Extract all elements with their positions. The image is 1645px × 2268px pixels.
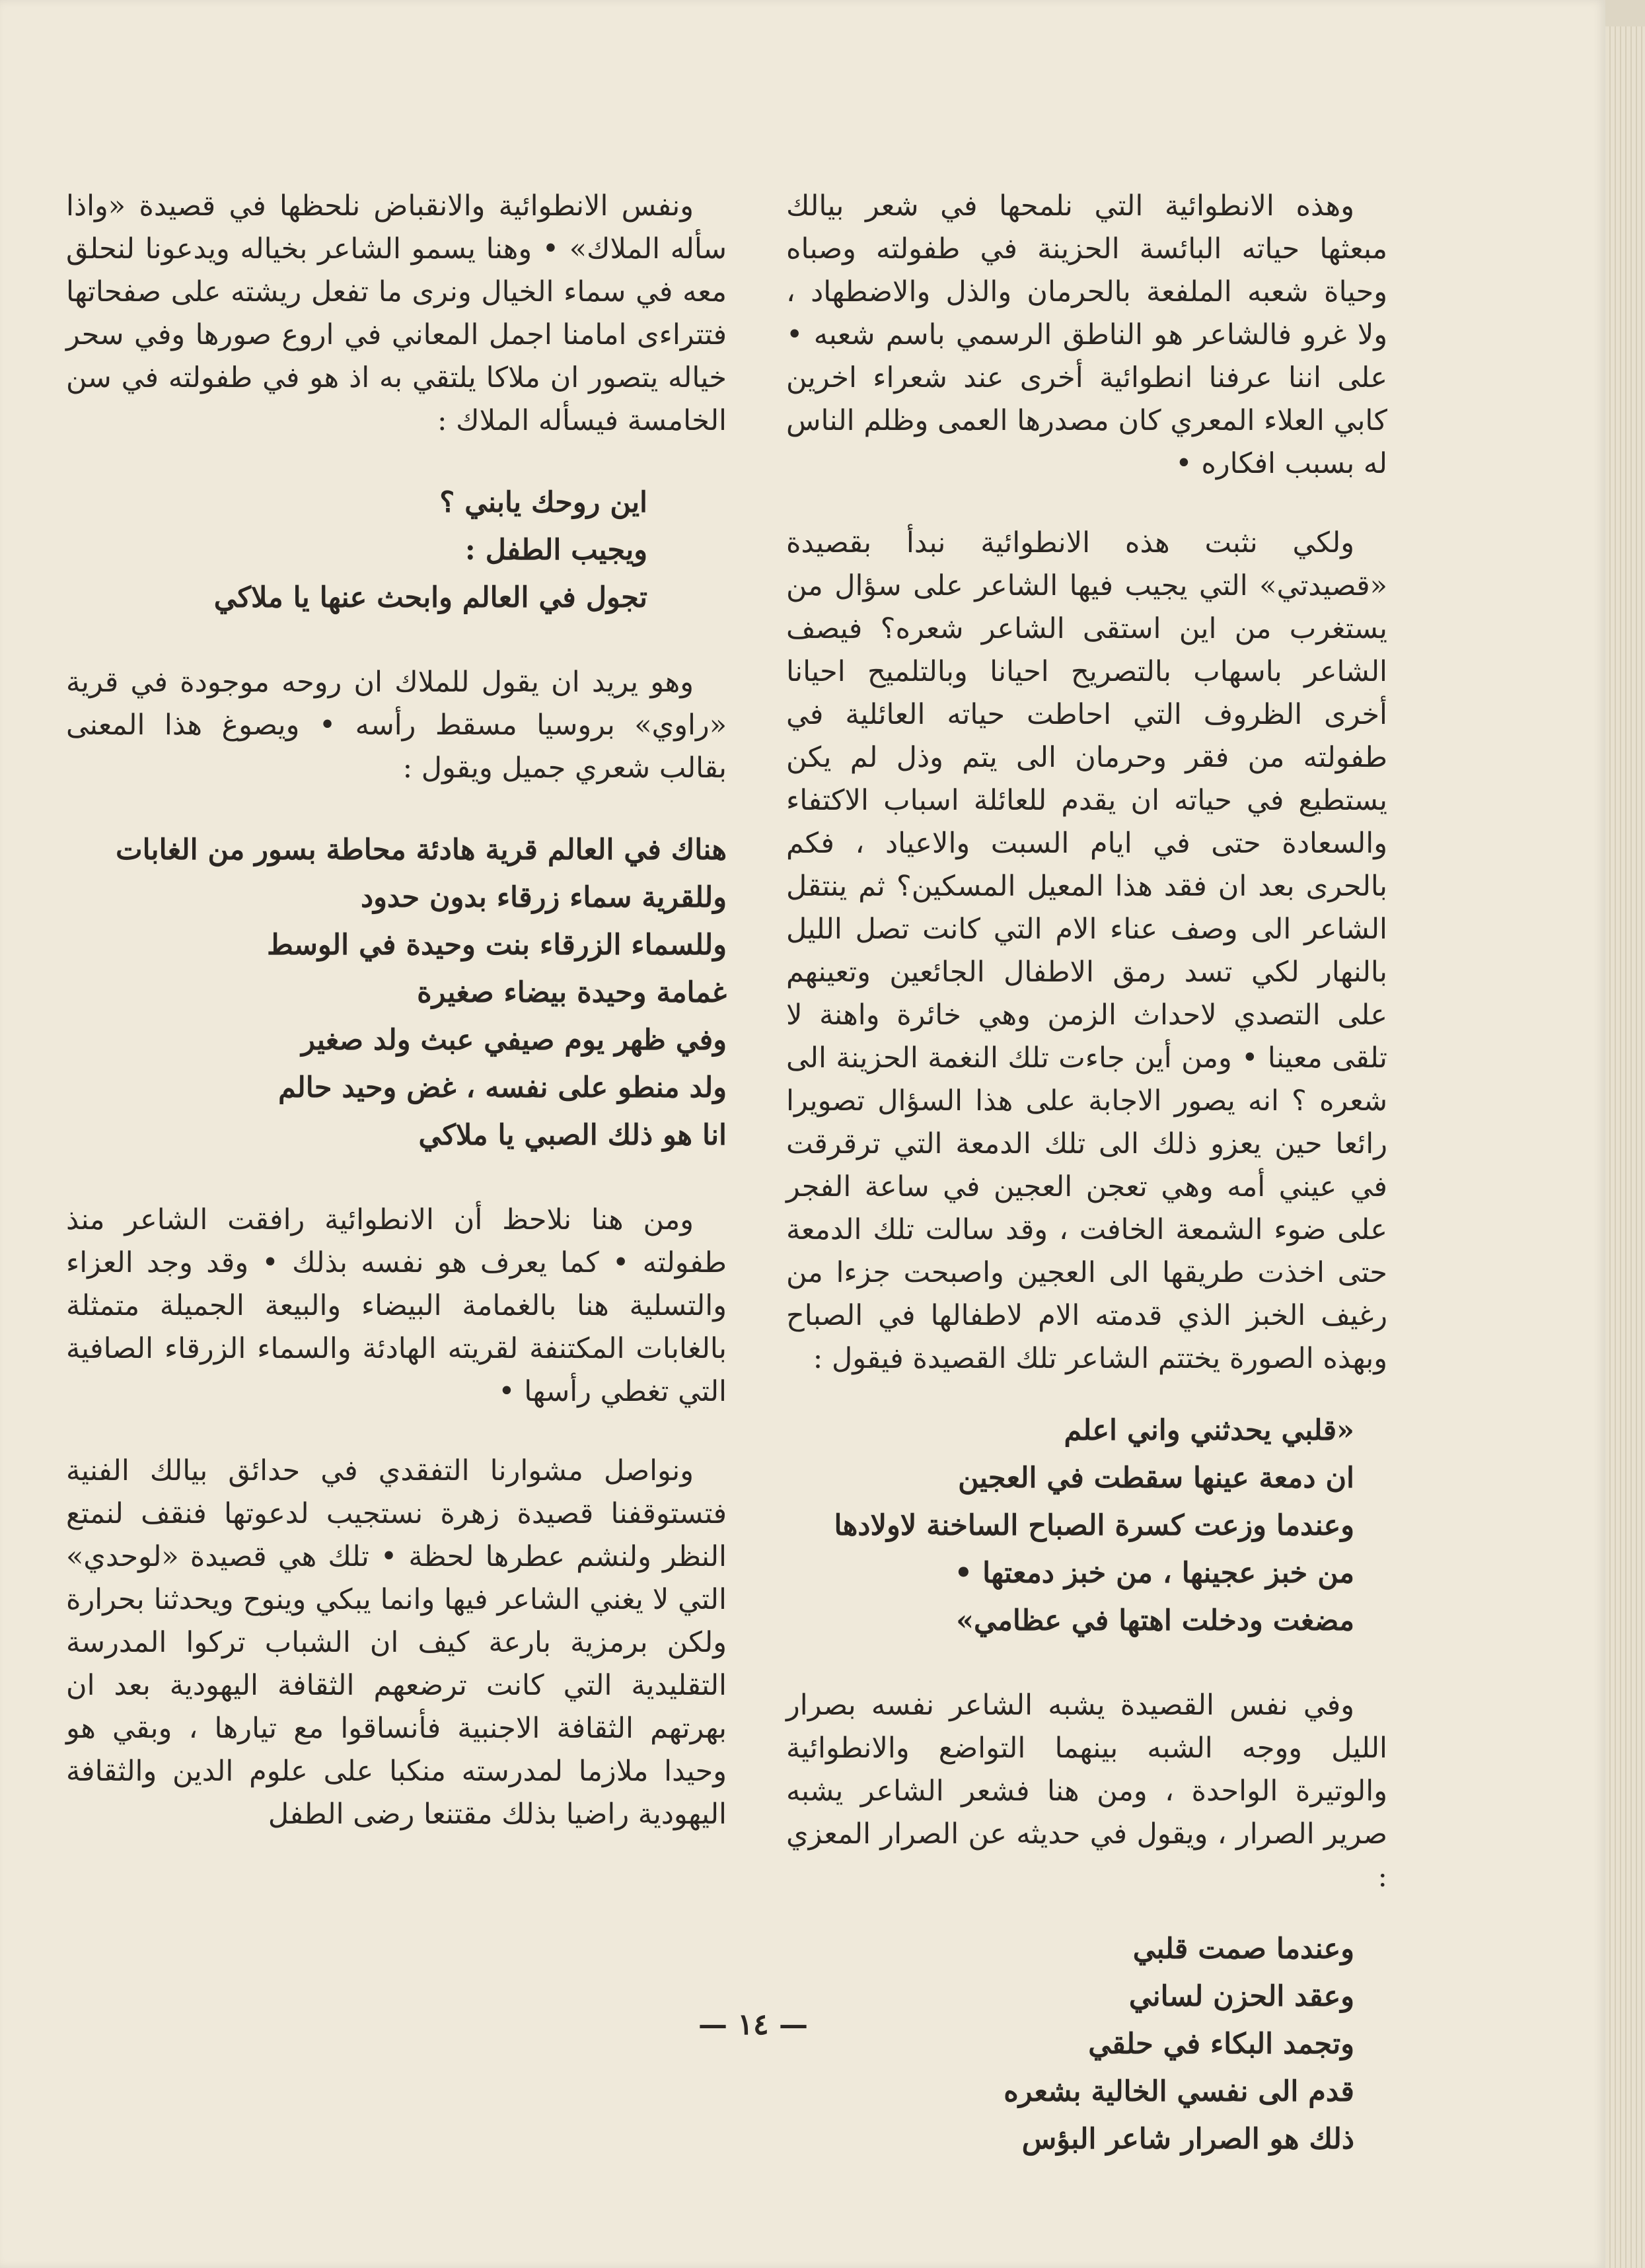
paragraph: وفي نفس القصيدة يشبه الشاعر نفسه بصرار الليل ووجه الشبه بينهما التواضع والانطوائية والوتيرة الواحدة ، ومن هنا فشعر الشاعر يشبه صرير الصرار ، ويقول في حديثه عن الصرار المعزي : <box>786 1689 1387 1894</box>
poem-line: وعندما صمت قلبي <box>1132 1932 1354 1966</box>
poem-line: هناك في العالم قرية هادئة محاطة بسور من الغابات <box>116 833 727 867</box>
poem-line: غمامة وحيدة بيضاء صغيرة <box>417 976 727 1009</box>
poem-stanza <box>66 479 727 621</box>
poem-line: ذلك هو الصرار شاعر البؤس <box>1021 2123 1354 2156</box>
paragraph: وهو يريد ان يقول للملاك ان روحه موجودة في قرية «راوي» بروسيا مسقط رأسه • ويصوغ هذا المعنى بقالب شعري جميل ويقول : <box>66 666 727 785</box>
poem-stanza <box>66 826 727 1159</box>
poem-line: «قلبي يحدثني واني اعلم <box>1064 1414 1354 1447</box>
poem-stanza <box>786 1925 1387 2163</box>
poem-line: ويجيب الطفل : <box>464 534 647 567</box>
poem-line: مضغت ودخلت اهتها في عظامي» <box>956 1604 1354 1637</box>
poem-line: تجول في العالم وابحث عنها يا ملاكي <box>213 581 647 614</box>
page-edge <box>1605 26 1645 2268</box>
poem-line: وفي ظهر يوم صيفي عبث ولد صغير <box>301 1024 727 1057</box>
paragraph: ومن هنا نلاحظ أن الانطوائية رافقت الشاعر منذ طفولته • كما يعرف هو نفسه بذلك • وقد وجد العزاء والتسلية هنا بالغمامة البيضاء والبيعة الجميلة متمثلة بالغابات المكتنفة لقريته الهادئة والسماء الزرقاء الصافية التي تغطي رأسها • <box>66 1203 727 1408</box>
paragraph: ونفس الانطوائية والانقباض نلحظها في قصيدة «واذا سأله الملاك» • وهنا يسمو الشاعر بخياله ويدعونا لنحلق معه في سماء الخيال ونرى ما تفعل ريشته على صفحاتها فتتراءى امامنا اجمل المعاني في اروع صورها وفي سحر خياله يتصور ان ملاكا يلتقي به اذ هو في طفولته في سن الخامسة فيسأله الملاك : <box>66 190 727 437</box>
poem-line: وعقد الحزن لساني <box>1128 1980 1354 2013</box>
poem-line: وللقرية سماء زرقاء بدون حدود <box>360 881 727 914</box>
poem-line: من خبز عجينها ، من خبز دمعتها • <box>954 1557 1354 1590</box>
poem-line: قدم الى نفسي الخالية بشعره <box>1004 2075 1354 2108</box>
poem-line: وتجمد البكاء في حلقي <box>1088 2028 1354 2061</box>
poem-line: اين روحك يابني ؟ <box>439 486 647 519</box>
page-number: — ١٤ — <box>698 2008 808 2041</box>
paragraph: ونواصل مشوارنا التفقدي في حدائق بيالك الفنية فتستوقفنا قصيدة زهرة نستجيب لدعوتها فنقف لنمتع النظر ولنشم عطرها لحظة • تلك هي قصيدة «لوحدي» التي لا يغني الشاعر فيها وانما يبكي وينوح ويحدثنا بحرارة ولكن برمزية بارعة كيف ان الشباب تركوا المدرسة التقليدية التي كانت ترضعهم الثقافة اليهودية بعد ان بهرتهم الثقافة الاجنبية فأنساقوا مع تيارها ، وبقي هو وحيدا ملازما لمدرسته منكبا على علوم الدين والثقافة اليهودية راضيا بذلك مقتنعا رضى الطفل <box>66 1454 727 1831</box>
paragraph: وهذه الانطوائية التي نلمحها في شعر بيالك مبعثها حياته البائسة الحزينة في طفولته وصباه وحياة شعبه الملفعة بالحرمان والذل والاضطهاد ، ولا غرو فالشاعر هو الناطق الرسمي باسم شعبه • على اننا عرفنا انطوائية أخرى عند شعراء اخرين كابي العلاء المعري كان مصدرها العمى وظلم الناس له بسبب افكاره • <box>786 190 1387 480</box>
poem-line: وعندما وزعت كسرة الصباح الساخنة لاولادها <box>834 1509 1354 1542</box>
poem-line: وللسماء الزرقاء بنت وحيدة في الوسط <box>267 929 727 962</box>
poem-stanza <box>786 1407 1387 1645</box>
paragraph: ولكي نثبت هذه الانطوائية نبدأ بقصيدة «قصيدتي» التي يجيب فيها الشاعر على سؤال من يستغرب من اين استقى الشاعر شعره؟ فيصف الشاعر باسهاب بالتصريح احيانا وبالتلميح احيانا أخرى الظروف التي احاطت حياته العائلية في طفولته من فقر وحرمان الى يتم وذل لم يكن يستطيع في حياته ان يقدم للعائلة اسباب الاكتفاء والسعادة حتى في ايام السبت والاعياد ، فكم بالحرى بعد ان فقد هذا المعيل المسكين؟ ثم ينتقل الشاعر الى وصف عناء الام التي كانت تصل الليل بالنهار لكي تسد رمق الاطفال الجائعين وتعينهم على التصدي لاحداث الزمن وهي خائرة واهنة لا تلقى معينا • ومن أين جاءت تلك النغمة الحزينة الى شعره ؟ انه يصور الاجابة على هذا السؤال تصويرا رائعا حين يعزو ذلك الى تلك الدمعة التي ترقرقت في عيني أمه وهي تعجن العجين في ساعة الفجر على ضوء الشمعة الخافت ، وقد سالت تلك الدمعة حتى اخذت طريقها الى العجين واصبحت جزءا من رغيف الخبز الذي قدمته الام لاطفالها في الصباح وبهذه الصورة يختتم الشاعر تلك القصيدة فيقول : <box>786 526 1387 1375</box>
poem-line: ولد منطو على نفسه ، غض وحيد حالم <box>278 1071 727 1104</box>
right-column <box>786 185 1387 2203</box>
poem-line: انا هو ذلك الصبي يا ملاكي <box>418 1119 727 1152</box>
poem-line: ان دمعة عينها سقطت في العجين <box>958 1462 1354 1495</box>
left-column <box>66 185 727 1872</box>
